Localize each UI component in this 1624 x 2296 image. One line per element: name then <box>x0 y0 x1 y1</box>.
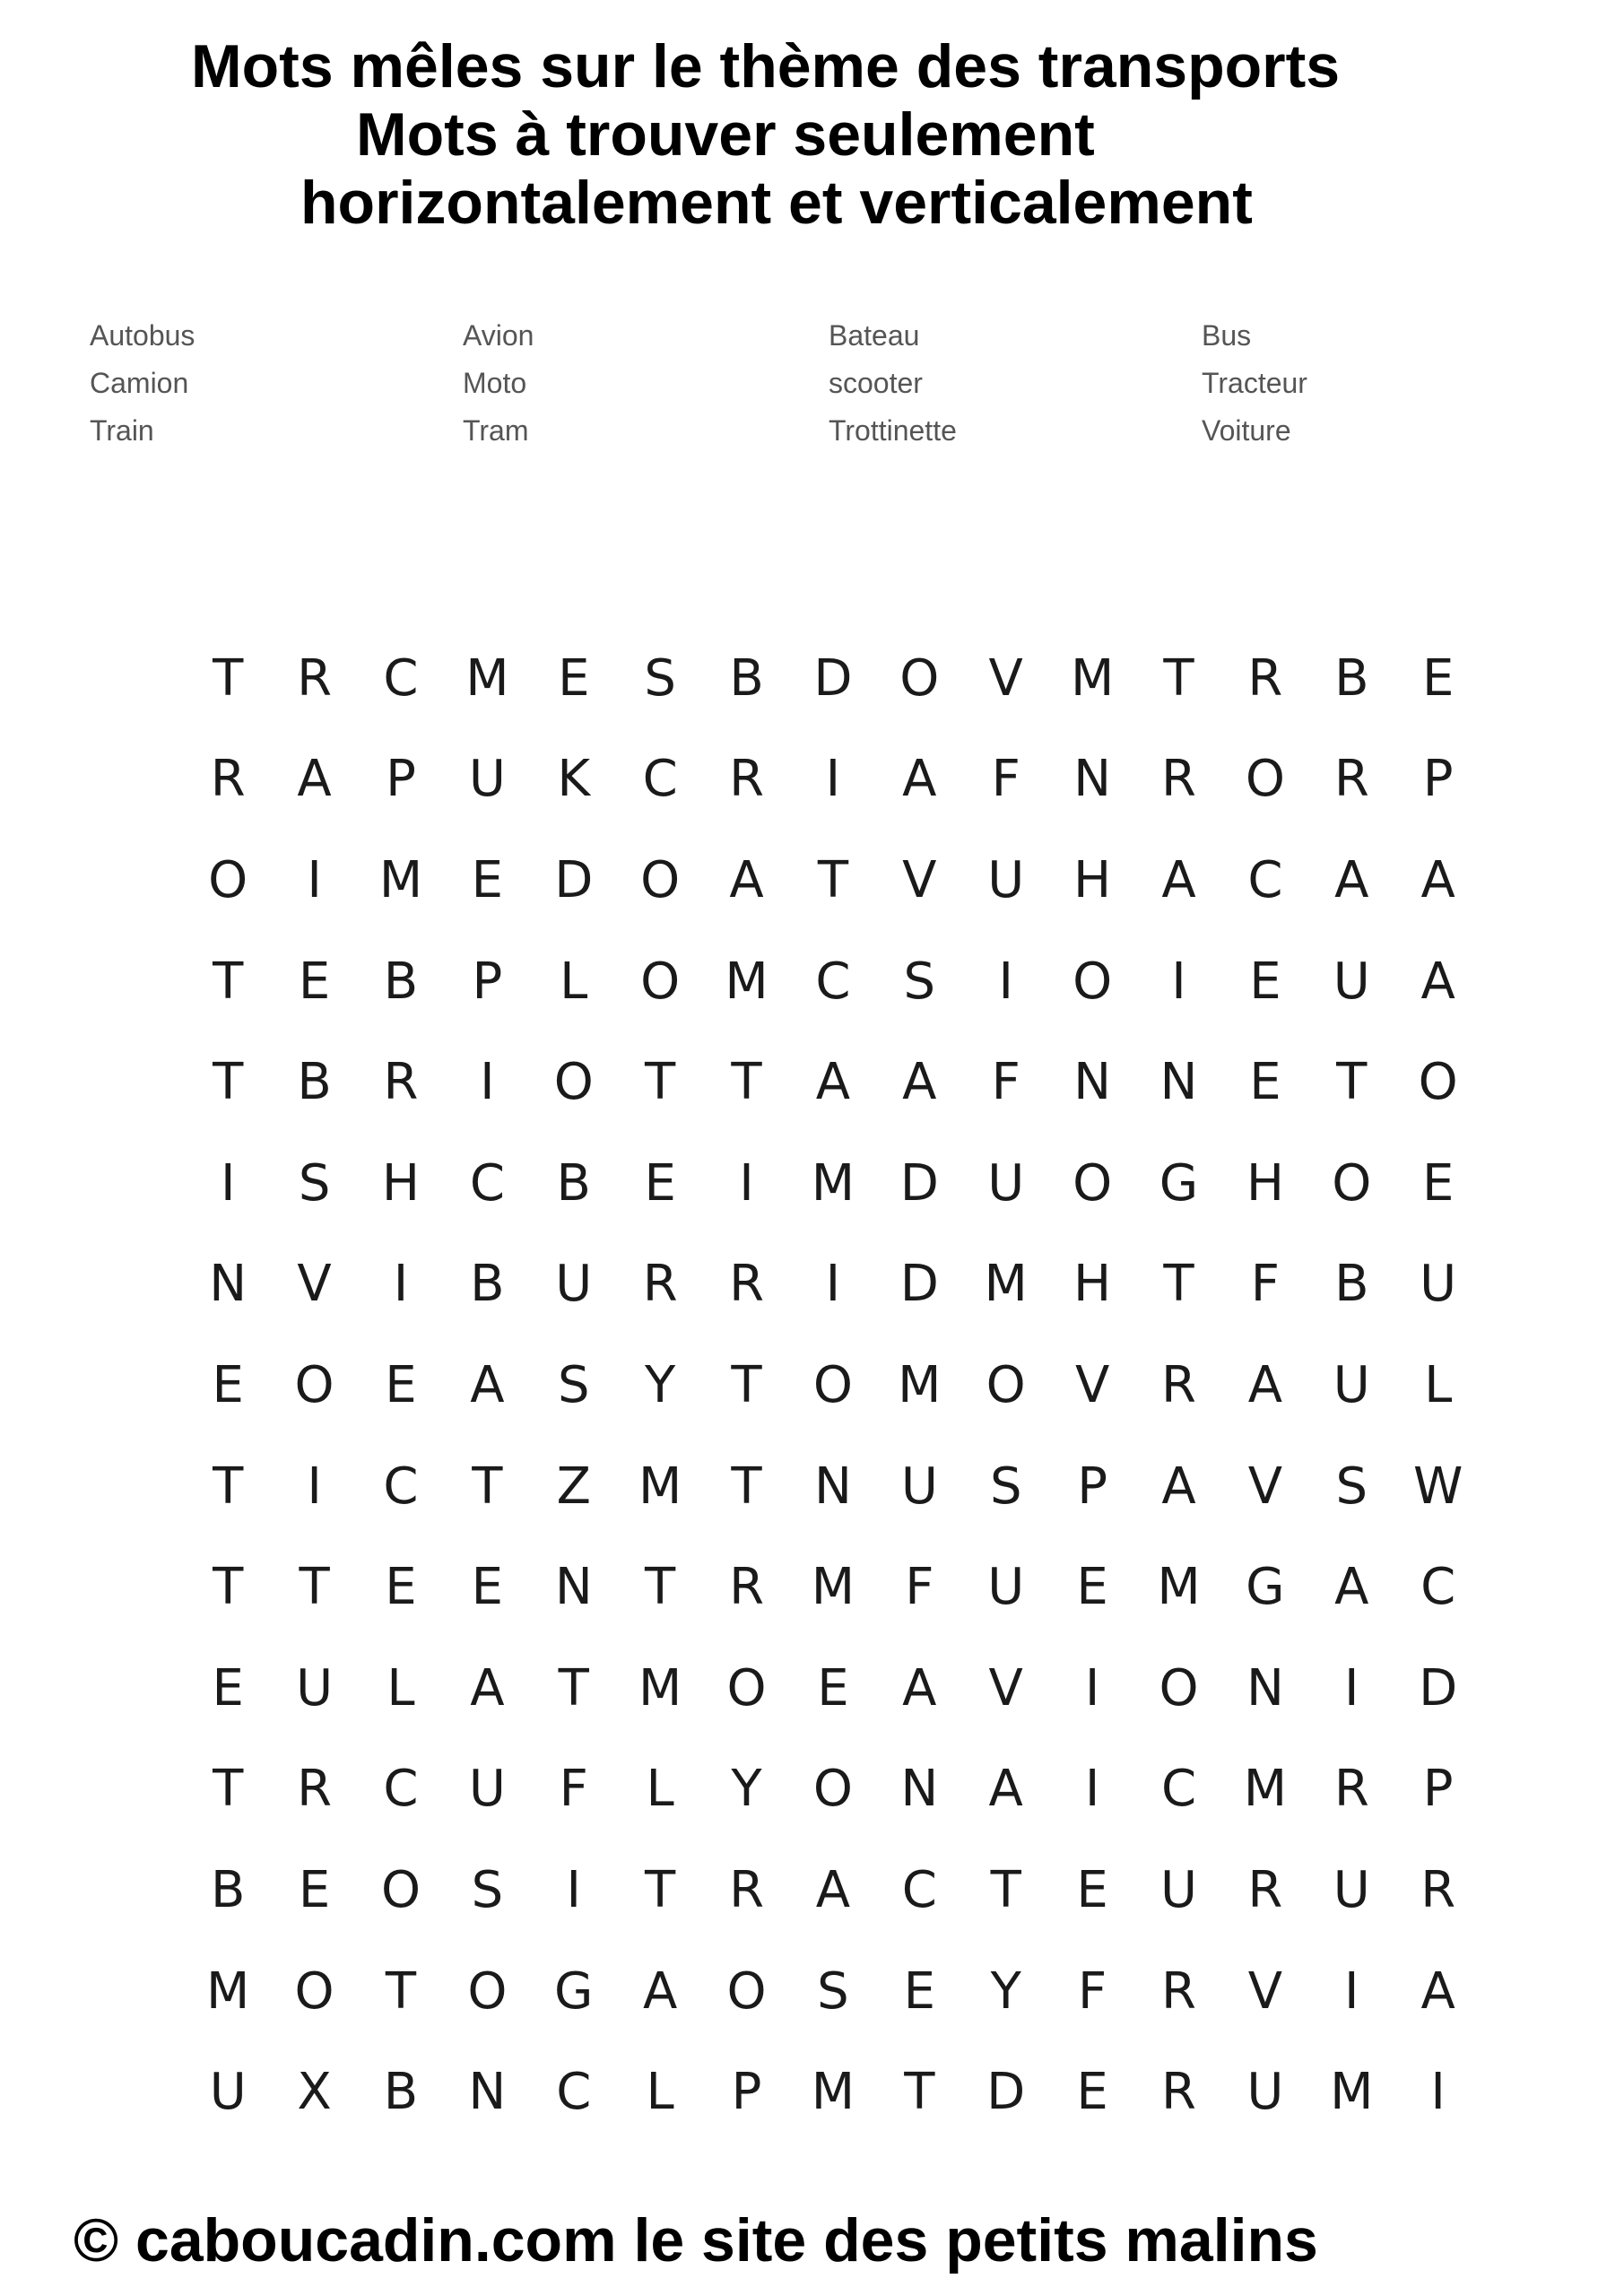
grid-letter: E <box>903 1961 936 2021</box>
grid-letter: T <box>213 648 244 708</box>
grid-letter: O <box>1332 1153 1372 1213</box>
grid-letter: O <box>640 952 681 1011</box>
grid-letter: C <box>1420 1558 1456 1617</box>
grid-letter: O <box>812 1355 853 1414</box>
grid-letter: R <box>383 1053 419 1112</box>
grid-letter: I <box>393 1255 409 1314</box>
grid-letter: M <box>811 1153 855 1213</box>
grid-letter: E <box>471 1558 504 1617</box>
grid-letter: S <box>471 1860 504 1919</box>
word-item: Trottinette <box>829 414 957 447</box>
grid-letter: M <box>725 952 769 1011</box>
grid-letter: U <box>1333 1860 1370 1919</box>
grid-letter: V <box>988 648 1023 708</box>
grid-letter: T <box>213 1558 244 1617</box>
title-line-1: Mots mêles sur le thème des transports <box>191 32 1341 100</box>
grid-letter: R <box>729 1558 764 1617</box>
grid-letter: C <box>815 952 851 1011</box>
title-line-3: horizontalement et verticalement <box>300 169 1253 237</box>
grid-letter: D <box>813 648 853 708</box>
grid-letter: C <box>383 648 419 708</box>
grid-letter: C <box>642 750 678 809</box>
grid-letter: N <box>900 1760 939 1819</box>
grid-letter: S <box>1335 1457 1368 1516</box>
grid-letter: W <box>1412 1457 1463 1516</box>
word-item: Train <box>90 414 154 447</box>
grid-letter: B <box>470 1255 505 1314</box>
grid-letter: E <box>1076 2063 1108 2122</box>
grid-letter: I <box>825 750 841 809</box>
grid-letter: U <box>1333 952 1370 1011</box>
grid-letter: D <box>899 1255 939 1314</box>
grid-letter: T <box>1336 1053 1368 1112</box>
grid-letter: M <box>811 1558 855 1617</box>
grid-letter: O <box>1418 1053 1458 1112</box>
grid-letter: T <box>904 2063 935 2122</box>
grid-letter: T <box>645 1860 676 1919</box>
grid-letter: S <box>989 1457 1022 1516</box>
grid-letter: O <box>294 1961 334 2021</box>
grid-letter: A <box>470 1658 505 1718</box>
grid-letter: E <box>644 1153 676 1213</box>
grid-letter: E <box>212 1658 244 1718</box>
grid-letter: O <box>812 1760 853 1819</box>
grid-letter: R <box>1161 750 1196 809</box>
grid-letter: U <box>900 1457 938 1516</box>
grid-letter: M <box>898 1355 942 1414</box>
grid-letter: R <box>729 1860 764 1919</box>
grid-letter: A <box>297 750 332 809</box>
word-item: scooter <box>829 367 923 399</box>
footer-credit: © caboucadin.com le site des petits malins <box>74 2206 1318 2274</box>
grid-letter: E <box>558 648 590 708</box>
grid-letter: Y <box>731 1760 762 1819</box>
grid-letter: N <box>1073 1053 1112 1112</box>
grid-letter: U <box>987 1558 1025 1617</box>
grid-letter: O <box>986 1355 1026 1414</box>
grid-letter: I <box>1430 2063 1446 2122</box>
grid-letter: S <box>557 1355 590 1414</box>
grid-letter: P <box>386 750 416 809</box>
grid-letter: A <box>642 1961 678 2021</box>
grid-letter: F <box>1077 1961 1107 2021</box>
grid-letter: B <box>556 1153 591 1213</box>
grid-letter: O <box>294 1355 334 1414</box>
grid-letter: T <box>1163 648 1194 708</box>
grid-letter: O <box>553 1053 594 1112</box>
grid-letter: L <box>646 1760 674 1819</box>
grid-letter: I <box>566 1860 582 1919</box>
grid-letter: A <box>1334 850 1369 909</box>
grid-letter: I <box>825 1255 841 1314</box>
grid-letter: E <box>385 1355 417 1414</box>
word-item: Camion <box>90 367 189 399</box>
grid-letter: R <box>297 648 333 708</box>
grid-letter: U <box>468 750 506 809</box>
grid-letter: E <box>1076 1860 1108 1919</box>
grid-letter: V <box>902 850 937 909</box>
word-item: Bus <box>1202 319 1252 352</box>
grid-letter: Y <box>645 1355 676 1414</box>
grid-letter: A <box>1334 1558 1369 1617</box>
grid-letter: A <box>1420 952 1455 1011</box>
grid-letter: L <box>386 1658 415 1718</box>
grid-letter: T <box>731 1053 762 1112</box>
grid-letter: A <box>815 1860 851 1919</box>
grid-letter: U <box>209 2063 247 2122</box>
grid-letter: I <box>1084 1658 1100 1718</box>
grid-letter: T <box>990 1860 1021 1919</box>
grid-letter: L <box>560 952 588 1011</box>
grid-letter: E <box>471 850 504 909</box>
grid-letter: I <box>1344 1961 1359 2021</box>
grid-letter: N <box>1073 750 1112 809</box>
word-item: Tracteur <box>1202 367 1307 399</box>
grid-letter: G <box>1246 1558 1285 1617</box>
grid-letter: R <box>297 1760 333 1819</box>
grid-letter: T <box>385 1961 417 2021</box>
grid-letter: M <box>1070 648 1115 708</box>
grid-letter: T <box>213 1760 244 1819</box>
grid-letter: B <box>729 648 764 708</box>
grid-letter: M <box>206 1961 250 2021</box>
grid-letter: F <box>991 750 1020 809</box>
grid-letter: R <box>1247 1860 1283 1919</box>
grid-letter: A <box>988 1760 1023 1819</box>
grid-letter: I <box>1171 952 1186 1011</box>
grid-letter: C <box>469 1153 505 1213</box>
grid-letter: H <box>1246 1153 1284 1213</box>
grid-letter: R <box>1247 648 1283 708</box>
grid-letter: A <box>1247 1355 1283 1414</box>
grid-letter: C <box>383 1760 419 1819</box>
word-item: Tram <box>463 414 529 447</box>
grid-letter: A <box>902 1053 937 1112</box>
grid-letter: E <box>298 952 331 1011</box>
grid-letter: R <box>1333 1760 1369 1819</box>
title-line-2: Mots à trouver seulement <box>356 100 1095 169</box>
grid-letter: S <box>644 648 676 708</box>
grid-letter: G <box>554 1961 594 2021</box>
grid-letter: I <box>739 1153 754 1213</box>
grid-letter: O <box>467 1961 508 2021</box>
grid-letter: T <box>817 850 849 909</box>
grid-letter: O <box>380 1860 421 1919</box>
grid-letter: A <box>1161 850 1196 909</box>
grid-letter: E <box>298 1860 331 1919</box>
word-list <box>90 319 1345 472</box>
grid-letter: B <box>1334 648 1369 708</box>
grid-letter: C <box>1247 850 1283 909</box>
grid-letter: R <box>1333 750 1369 809</box>
grid-letter: O <box>1073 952 1113 1011</box>
grid-letter: F <box>905 1558 934 1617</box>
grid-letter: M <box>638 1457 682 1516</box>
grid-letter: E <box>1249 1053 1281 1112</box>
grid-letter: U <box>555 1255 593 1314</box>
grid-letter: D <box>986 2063 1026 2122</box>
word-item: Avion <box>463 319 534 352</box>
grid-letter: X <box>297 2063 332 2122</box>
grid-letter: I <box>1084 1760 1100 1819</box>
grid-letter: N <box>468 2063 507 2122</box>
grid-letter: V <box>1247 1961 1283 2021</box>
grid-letter: U <box>1246 2063 1284 2122</box>
grid-letter: C <box>901 1860 937 1919</box>
grid-letter: I <box>307 850 322 909</box>
grid-letter: R <box>1161 1355 1196 1414</box>
grid-letter: O <box>726 1658 767 1718</box>
grid-letter: M <box>984 1255 1028 1314</box>
grid-letter: A <box>815 1053 851 1112</box>
grid-letter: D <box>554 850 594 909</box>
grid-letter: U <box>468 1760 506 1819</box>
grid-letter: T <box>645 1053 676 1112</box>
grid-letter: E <box>1421 648 1455 708</box>
grid-letter: A <box>902 750 937 809</box>
grid-letter: A <box>1161 1457 1196 1516</box>
grid-letter: T <box>731 1457 762 1516</box>
grid-letter: A <box>470 1355 505 1414</box>
grid-letter: R <box>729 750 764 809</box>
grid-letter: M <box>811 2063 855 2122</box>
grid-letter: O <box>726 1961 767 2021</box>
grid-letter: M <box>378 850 423 909</box>
grid-letter: B <box>1334 1255 1369 1314</box>
grid-letter: T <box>213 1053 244 1112</box>
word-item: Voiture <box>1202 414 1291 447</box>
grid-letter: R <box>729 1255 764 1314</box>
grid-letter: V <box>1247 1457 1283 1516</box>
grid-letter: O <box>1159 1658 1199 1718</box>
grid-letter: T <box>472 1457 503 1516</box>
grid-letter: M <box>465 648 509 708</box>
grid-letter: E <box>212 1355 244 1414</box>
grid-letter: I <box>307 1457 322 1516</box>
grid-letter: A <box>729 850 764 909</box>
grid-letter: H <box>381 1153 421 1213</box>
grid-letter: U <box>987 1153 1025 1213</box>
word-item: Autobus <box>90 319 195 352</box>
grid-letter: T <box>299 1558 330 1617</box>
grid-letter: O <box>899 648 940 708</box>
grid-letter: N <box>554 1558 593 1617</box>
grid-letter: S <box>903 952 936 1011</box>
word-item: Bateau <box>829 319 920 352</box>
grid-letter: H <box>1073 1255 1112 1314</box>
grid-letter: V <box>1074 1355 1110 1414</box>
grid-letter: C <box>556 2063 592 2122</box>
grid-letter: E <box>1076 1558 1108 1617</box>
grid-letter: E <box>1249 952 1281 1011</box>
grid-letter: B <box>383 952 419 1011</box>
grid-letter: B <box>210 1860 246 1919</box>
grid-letter: A <box>1420 850 1455 909</box>
grid-letter: P <box>1422 1760 1454 1819</box>
grid-letter: H <box>1073 850 1112 909</box>
grid-letter: A <box>1420 1961 1455 2021</box>
grid-letter: T <box>213 952 244 1011</box>
grid-letter: U <box>1333 1355 1370 1414</box>
grid-letter: R <box>1161 1961 1196 2021</box>
grid-letter: A <box>902 1658 937 1718</box>
grid-letter: K <box>557 750 591 809</box>
grid-letter: O <box>208 850 248 909</box>
grid-letter: V <box>297 1255 332 1314</box>
letter-grid <box>185 628 1481 2143</box>
grid-letter: E <box>385 1558 417 1617</box>
grid-letter: V <box>988 1658 1023 1718</box>
grid-letter: F <box>559 1760 588 1819</box>
grid-letter: B <box>297 1053 332 1112</box>
grid-letter: O <box>640 850 681 909</box>
grid-letter: F <box>991 1053 1020 1112</box>
grid-letter: M <box>1157 1558 1201 1617</box>
grid-letter: R <box>1420 1860 1456 1919</box>
grid-letter: I <box>1344 1658 1359 1718</box>
grid-letter: L <box>1424 1355 1453 1414</box>
grid-letter: R <box>1161 2063 1196 2122</box>
grid-letter: R <box>210 750 246 809</box>
grid-letter: U <box>1420 1255 1457 1314</box>
grid-letter: T <box>558 1658 589 1718</box>
grid-letter: I <box>480 1053 495 1112</box>
grid-letter: D <box>899 1153 939 1213</box>
grid-letter: Y <box>990 1961 1021 2021</box>
grid-letter: F <box>1250 1255 1280 1314</box>
grid-letter: P <box>731 2063 762 2122</box>
grid-letter: T <box>645 1558 676 1617</box>
grid-letter: C <box>383 1457 419 1516</box>
grid-letter: B <box>383 2063 419 2122</box>
grid-letter: P <box>1422 750 1454 809</box>
grid-letter: P <box>472 952 503 1011</box>
grid-letter: T <box>213 1457 244 1516</box>
grid-letter: N <box>813 1457 852 1516</box>
grid-letter: I <box>220 1153 236 1213</box>
grid-letter: M <box>1330 2063 1374 2122</box>
grid-letter: L <box>646 2063 674 2122</box>
grid-letter: R <box>642 1255 678 1314</box>
grid-letter: N <box>1246 1658 1284 1718</box>
grid-letter: E <box>817 1658 849 1718</box>
grid-letter: G <box>1159 1153 1199 1213</box>
grid-letter: C <box>1160 1760 1197 1819</box>
grid-letter: N <box>209 1255 248 1314</box>
grid-letter: T <box>731 1355 762 1414</box>
grid-letter: D <box>1419 1658 1458 1718</box>
grid-letter: N <box>1159 1053 1198 1112</box>
grid-letter: Z <box>556 1457 591 1516</box>
grid-letter: U <box>296 1658 334 1718</box>
grid-letter: O <box>1073 1153 1113 1213</box>
grid-letter: U <box>1159 1860 1197 1919</box>
grid-letter: E <box>1421 1153 1455 1213</box>
grid-letter: P <box>1077 1457 1107 1516</box>
grid-letter: I <box>998 952 1013 1011</box>
grid-letter: T <box>1163 1255 1194 1314</box>
grid-letter: O <box>1245 750 1285 809</box>
grid-letter: M <box>1243 1760 1288 1819</box>
grid-letter: M <box>638 1658 682 1718</box>
grid-letter: S <box>817 1961 849 2021</box>
word-item: Moto <box>463 367 527 399</box>
grid-letter: S <box>298 1153 331 1213</box>
grid-letter: U <box>987 850 1025 909</box>
